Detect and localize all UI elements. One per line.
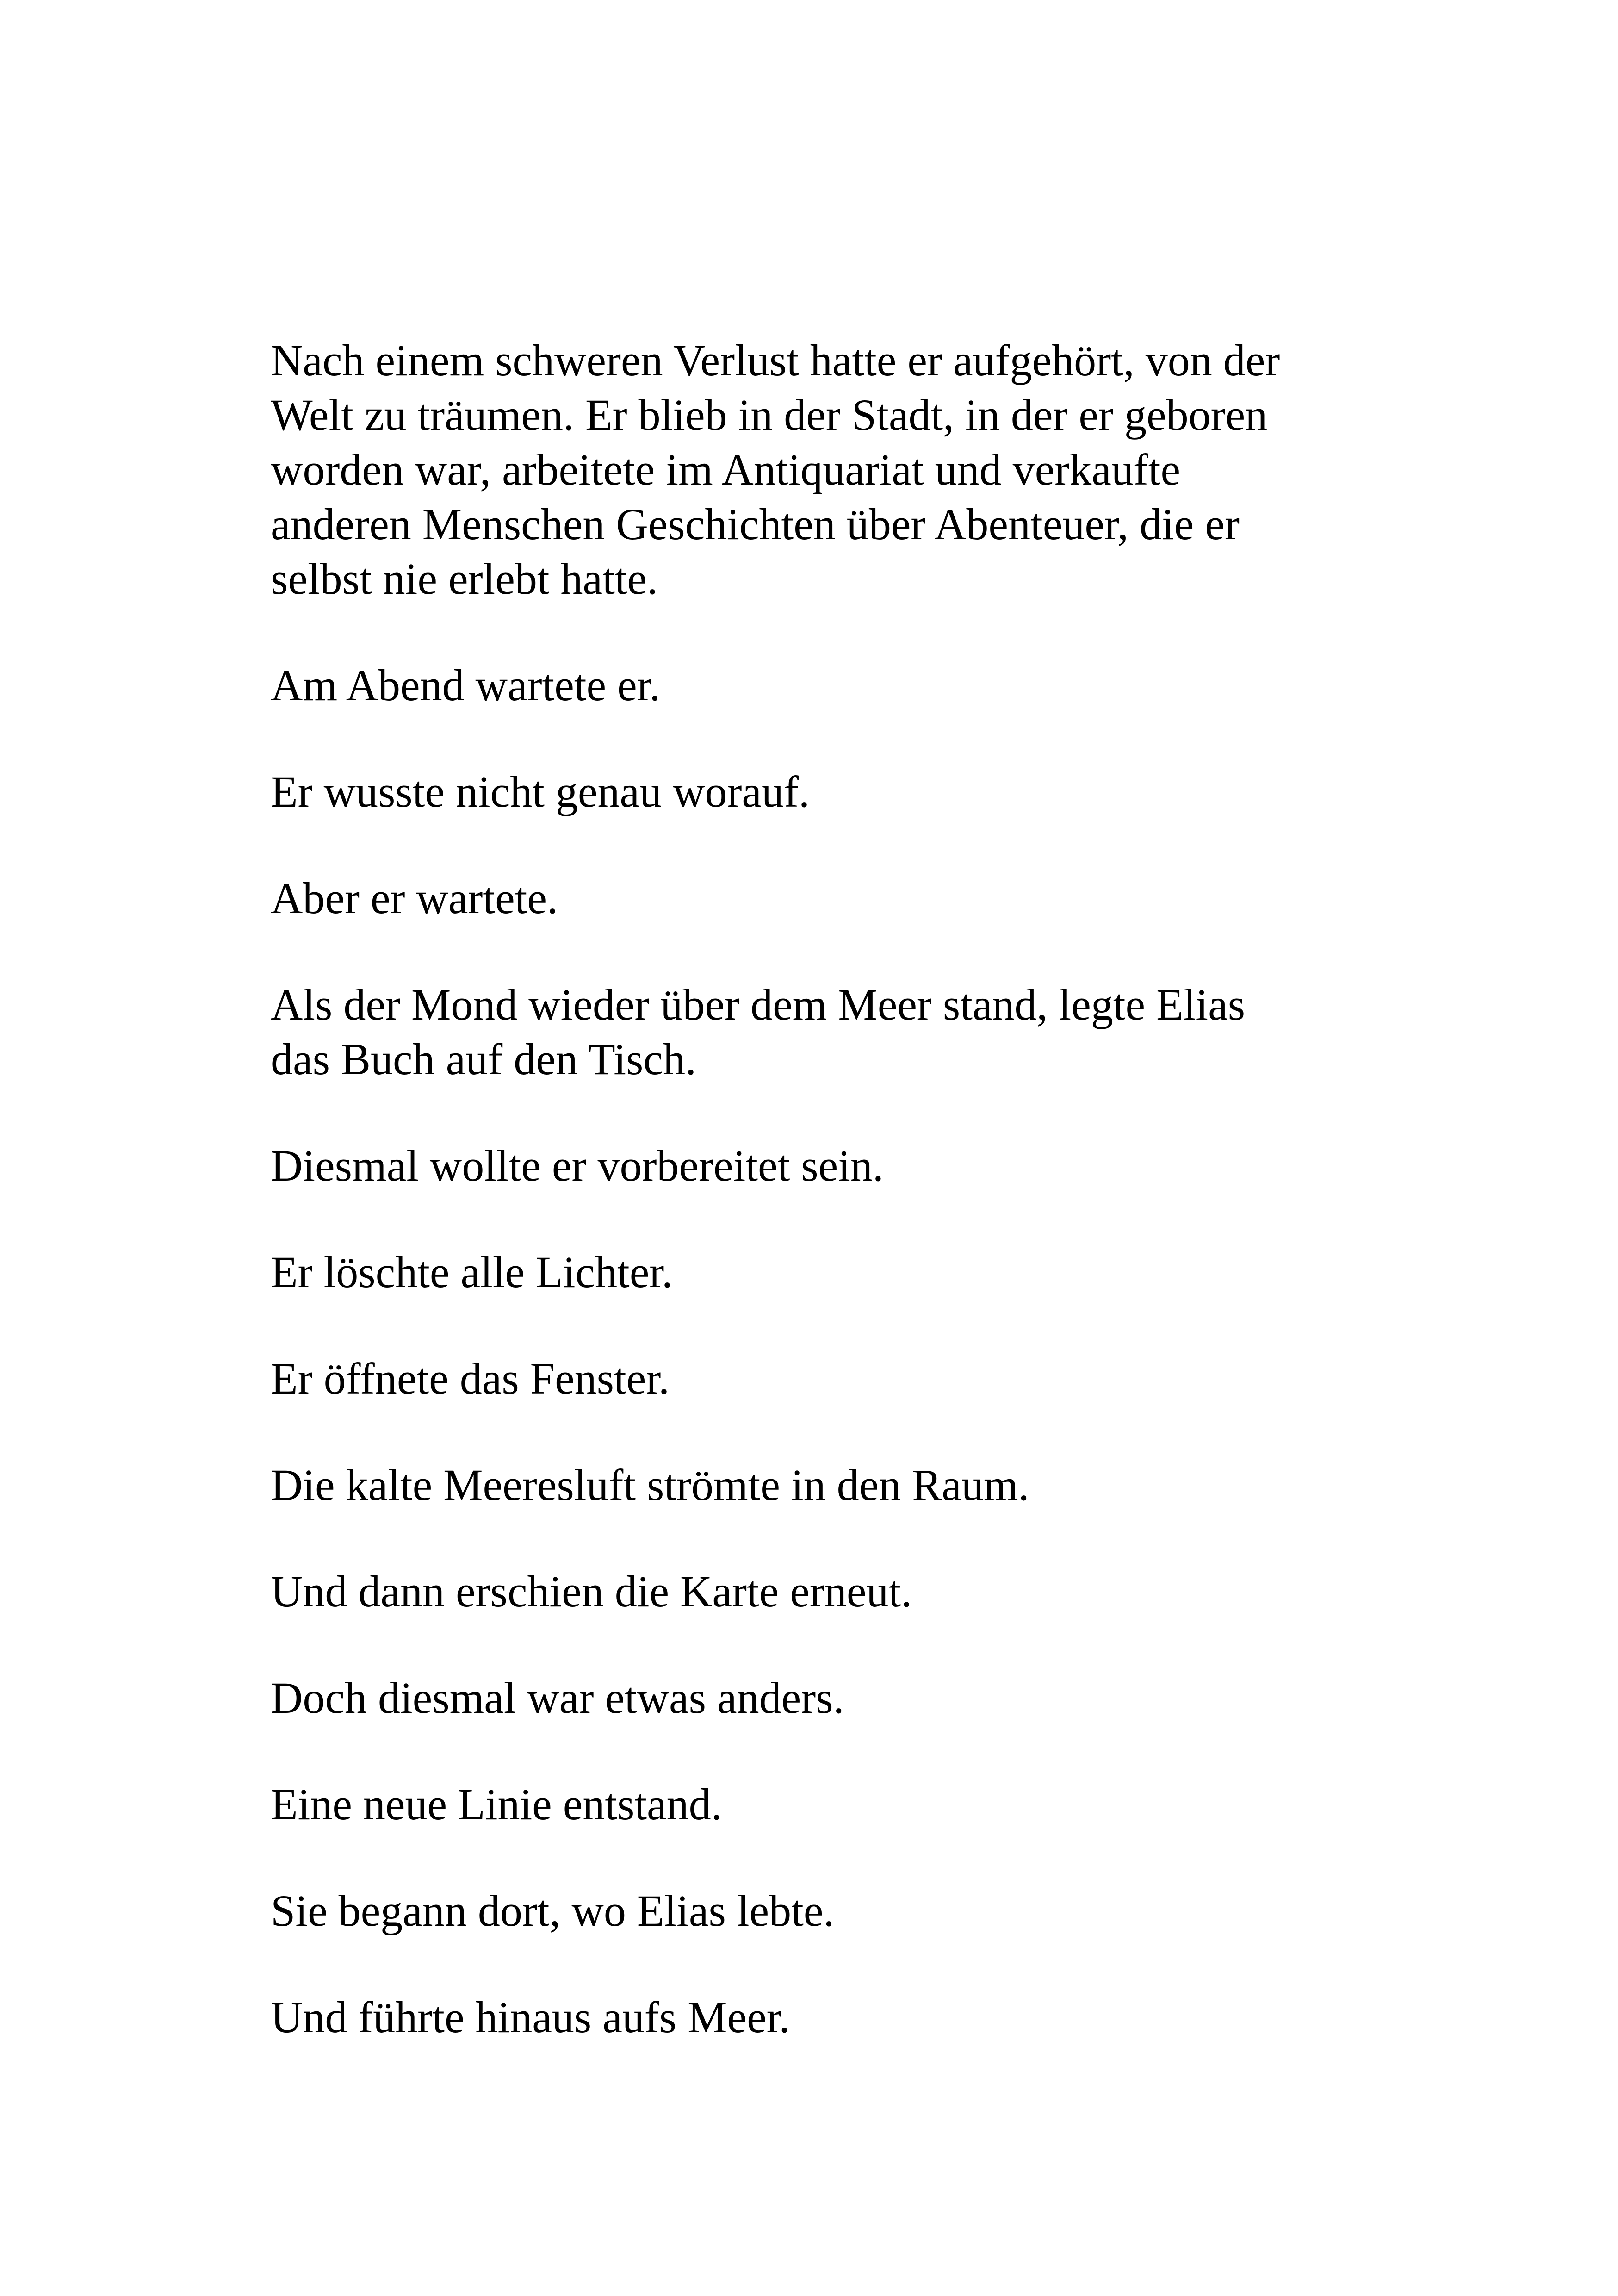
text-line: Nach einem schweren Verlust hatte er aufgehört, von der <box>271 336 1280 385</box>
paragraph-13 <box>271 1884 1344 1938</box>
paragraph-4 <box>271 871 1344 926</box>
text-line: Er löschte alle Lichter. <box>271 1247 673 1297</box>
text-line: Er öffnete das Fenster. <box>271 1354 670 1403</box>
paragraph-12 <box>271 1777 1344 1832</box>
text-line: Aber er wartete. <box>271 873 558 923</box>
text-line: Er wusste nicht genau worauf. <box>271 767 810 816</box>
text-line: Und führte hinaus aufs Meer. <box>271 1992 790 2042</box>
paragraph-6 <box>271 1139 1344 1193</box>
paragraph-2 <box>271 658 1344 713</box>
text-line: Sie begann dort, wo Elias lebte. <box>271 1886 835 1935</box>
paragraph-1 <box>271 333 1344 606</box>
text-line: Doch diesmal war etwas anders. <box>271 1673 844 1723</box>
paragraph-9 <box>271 1458 1344 1512</box>
text-line: Diesmal wollte er vorbereitet sein. <box>271 1141 884 1190</box>
text-line: Eine neue Linie entstand. <box>271 1780 722 1829</box>
text-line: Die kalte Meeresluft strömte in den Raum. <box>271 1460 1029 1510</box>
paragraph-11 <box>271 1671 1344 1725</box>
paragraph-8 <box>271 1351 1344 1406</box>
paragraph-10 <box>271 1564 1344 1619</box>
text-line: worden war, arbeitete im Antiquariat und verkaufte <box>271 445 1181 494</box>
text-line: Welt zu träumen. Er blieb in der Stadt, in der er geboren <box>271 390 1268 440</box>
text-line: anderen Menschen Geschichten über Abenteuer, die er <box>271 499 1240 549</box>
paragraph-5 <box>271 977 1344 1087</box>
text-line: Am Abend wartete er. <box>271 660 661 710</box>
body-text <box>271 333 1344 2097</box>
text-line: Als der Mond wieder über dem Meer stand, legte Elias <box>271 980 1246 1029</box>
text-line: das Buch auf den Tisch. <box>271 1034 696 1084</box>
text-line: selbst nie erlebt hatte. <box>271 554 658 604</box>
paragraph-3 <box>271 765 1344 819</box>
paragraph-14 <box>271 1990 1344 2045</box>
text-line: Und dann erschien die Karte erneut. <box>271 1567 912 1616</box>
paragraph-7 <box>271 1245 1344 1300</box>
